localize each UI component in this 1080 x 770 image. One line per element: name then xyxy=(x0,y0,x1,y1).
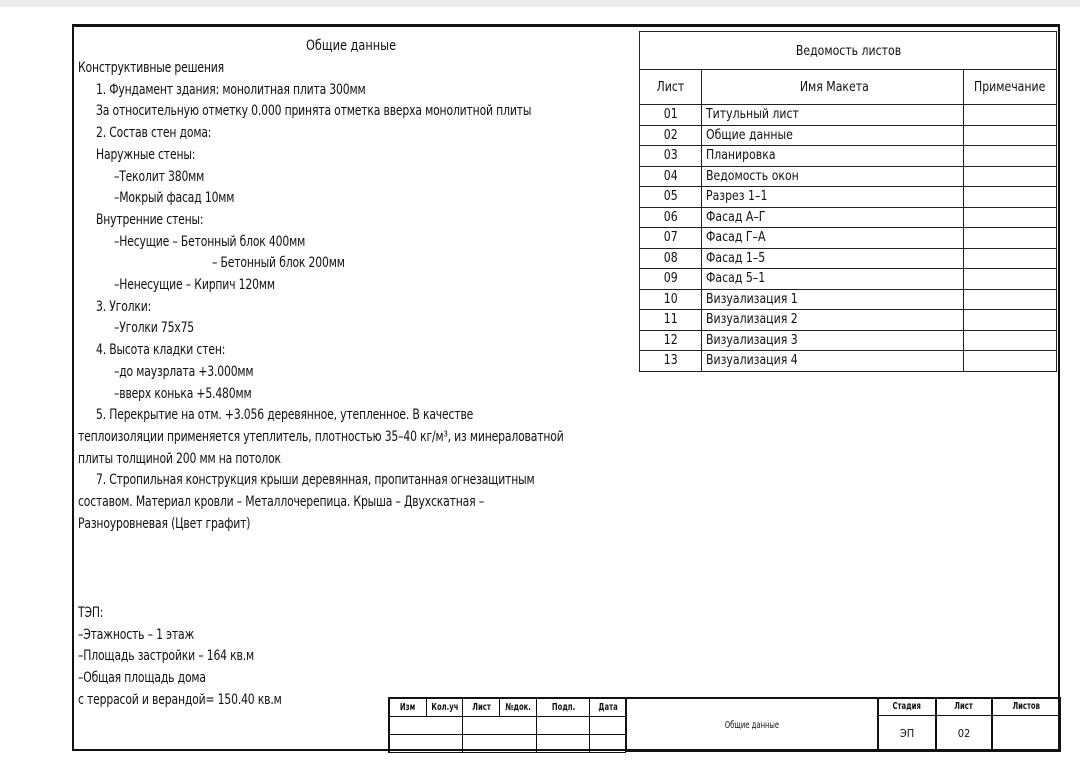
sheet-note xyxy=(964,289,1057,310)
sheet-list-table xyxy=(639,31,1057,372)
sheet-name: Фасад 5–1 xyxy=(702,269,964,290)
note-line: –Мокрый фасад 10мм xyxy=(114,190,235,207)
note-line: –Ненесущие – Кирпич 120мм xyxy=(114,277,275,293)
stamp-stage-label: Стадия xyxy=(878,698,936,715)
sheet-note xyxy=(964,207,1057,228)
stamp-cell xyxy=(536,735,589,753)
sheet-note xyxy=(964,228,1057,249)
note-line: За относительную отметку 0.000 принята отметка вверха монолитной плиты xyxy=(96,103,532,120)
sheet-row xyxy=(640,166,1057,187)
note-line: 3. Уголки: xyxy=(96,298,152,315)
tep-line: –Общая площадь дома xyxy=(78,670,206,687)
sheet-note xyxy=(964,105,1057,126)
sheet-number: 02 xyxy=(640,125,702,146)
note-line: 5. Перекрытие на отм. +3.056 деревянное, утепленное. В качестве xyxy=(96,407,474,424)
sheet-number: 08 xyxy=(640,248,702,269)
note-line: 4. Высота кладки стен: xyxy=(96,342,226,359)
note-line: Разноуровневая (Цвет графит) xyxy=(78,515,251,532)
sheet-note xyxy=(964,248,1057,269)
note-line: – Бетонный блок 200мм xyxy=(212,255,345,272)
sheet-name: Визуализация 2 xyxy=(702,310,964,331)
sheet-row xyxy=(640,351,1057,372)
sheet-name: Планировка xyxy=(702,146,964,167)
sheet-row xyxy=(640,228,1057,249)
sheet-note xyxy=(964,269,1057,290)
sheet-note xyxy=(964,187,1057,208)
note-line: –Уголки 75x75 xyxy=(114,320,195,337)
stamp-sheet-name: Общие данные xyxy=(626,698,878,752)
sheet-name: Фасад Г–А xyxy=(702,228,964,249)
stamp-cell xyxy=(389,735,463,753)
sheet-row xyxy=(640,289,1057,310)
sheet-note xyxy=(964,125,1057,146)
sheet-number: 01 xyxy=(640,105,702,126)
stamp-cell xyxy=(590,717,626,735)
sheet-row xyxy=(640,146,1057,167)
sheet-number: 12 xyxy=(640,330,702,351)
note-line: 1. Фундамент здания: монолитная плита 300мм xyxy=(96,81,366,98)
sheet-number: 11 xyxy=(640,310,702,331)
sheet-name: Визуализация 1 xyxy=(702,289,964,310)
note-line: теплоизоляции применяется утеплитель, плотностью 35–40 кг/м³, из минераловатной xyxy=(78,428,564,445)
sheet-number: 03 xyxy=(640,146,702,167)
sheet-row xyxy=(640,330,1057,351)
stamp-revisions xyxy=(388,697,626,753)
sheet-name: Фасад 1–5 xyxy=(702,248,964,269)
sheet-number: 06 xyxy=(640,207,702,228)
sheet-row xyxy=(640,310,1057,331)
sheet-note xyxy=(964,330,1057,351)
viewer-top-bar xyxy=(0,0,1080,7)
sheet-row xyxy=(640,248,1057,269)
sheet-name: Фасад А–Г xyxy=(702,207,964,228)
sheet-row xyxy=(640,125,1057,146)
sheet-note xyxy=(964,146,1057,167)
note-line: Конструктивные решения xyxy=(78,60,224,76)
stamp-info xyxy=(625,697,1061,752)
header-layout-name: Имя Макета xyxy=(702,70,964,105)
sheet-name: Визуализация 3 xyxy=(702,330,964,351)
stamp-sheet-label: Лист xyxy=(936,698,992,715)
stamp-col-izm: Изм xyxy=(389,698,426,717)
stamp-col-list: Лист xyxy=(463,698,500,717)
sheet-number: 09 xyxy=(640,269,702,290)
sheet-name: Ведомость окон xyxy=(702,166,964,187)
sheet-list-title: Ведомость листов xyxy=(640,32,1057,70)
note-line: –Теколит 380мм xyxy=(114,168,205,185)
note-line: Внутренние стены: xyxy=(96,211,204,228)
stamp-col-podp: Подп. xyxy=(536,698,589,717)
note-line: 2. Состав стен дома: xyxy=(96,125,212,142)
sheet-name: Визуализация 4 xyxy=(702,351,964,372)
sheet-number: 13 xyxy=(640,351,702,372)
tep-line: с террасой и верандой= 150.40 кв.м xyxy=(78,691,282,708)
tep-line: –Площадь застройки – 164 кв.м xyxy=(78,648,255,665)
sheet-name: Титульный лист xyxy=(702,105,964,126)
tep-line: –Этажность – 1 этаж xyxy=(78,626,195,643)
sheet-number: 05 xyxy=(640,187,702,208)
sheet-name: Разрез 1–1 xyxy=(702,187,964,208)
note-line: составом. Материал кровли – Металлочерепица. Крыша – Двухскатная – xyxy=(78,494,484,510)
stamp-col-data: Дата xyxy=(590,698,626,717)
stamp-sheet-value: 02 xyxy=(936,715,992,752)
sheet-note xyxy=(964,166,1057,187)
note-line: –до маузрлата +3.000мм xyxy=(114,363,254,380)
sheet-number: 07 xyxy=(640,228,702,249)
sheet-number: 04 xyxy=(640,166,702,187)
sheet-note xyxy=(964,310,1057,331)
stamp-col-ndok: №док. xyxy=(500,698,537,717)
sheet-row xyxy=(640,187,1057,208)
header-sheet: Лист xyxy=(640,70,702,105)
stamp-cell xyxy=(536,717,589,735)
stamp-stage-value: ЭП xyxy=(878,715,936,752)
note-line: плиты толщиной 200 мм на потолок xyxy=(78,450,281,467)
tep-heading: ТЭП: xyxy=(78,605,104,621)
stamp-sheets-value xyxy=(992,715,1061,752)
document-title: Общие данные xyxy=(305,38,397,54)
sheet-row xyxy=(640,207,1057,228)
stamp-cell xyxy=(463,735,537,753)
stamp-cell xyxy=(389,717,463,735)
note-line: Наружные стены: xyxy=(96,146,196,163)
note-line: 7. Стропильная конструкция крыши деревянная, пропитанная огнезащитным xyxy=(96,472,535,489)
stamp-cell xyxy=(590,735,626,753)
sheet-number: 10 xyxy=(640,289,702,310)
stamp-cell xyxy=(463,717,537,735)
stamp-col-koluch: Кол.уч xyxy=(426,698,463,717)
sheet-note xyxy=(964,351,1057,372)
note-line: –Несущие – Бетонный блок 400мм xyxy=(114,233,306,250)
sheet-name: Общие данные xyxy=(702,125,964,146)
stamp-sheets-label: Листов xyxy=(992,698,1061,715)
note-line: –вверх конька +5.480мм xyxy=(114,385,252,402)
sheet-row xyxy=(640,269,1057,290)
header-note: Примечание xyxy=(964,70,1057,105)
sheet-row xyxy=(640,105,1057,126)
